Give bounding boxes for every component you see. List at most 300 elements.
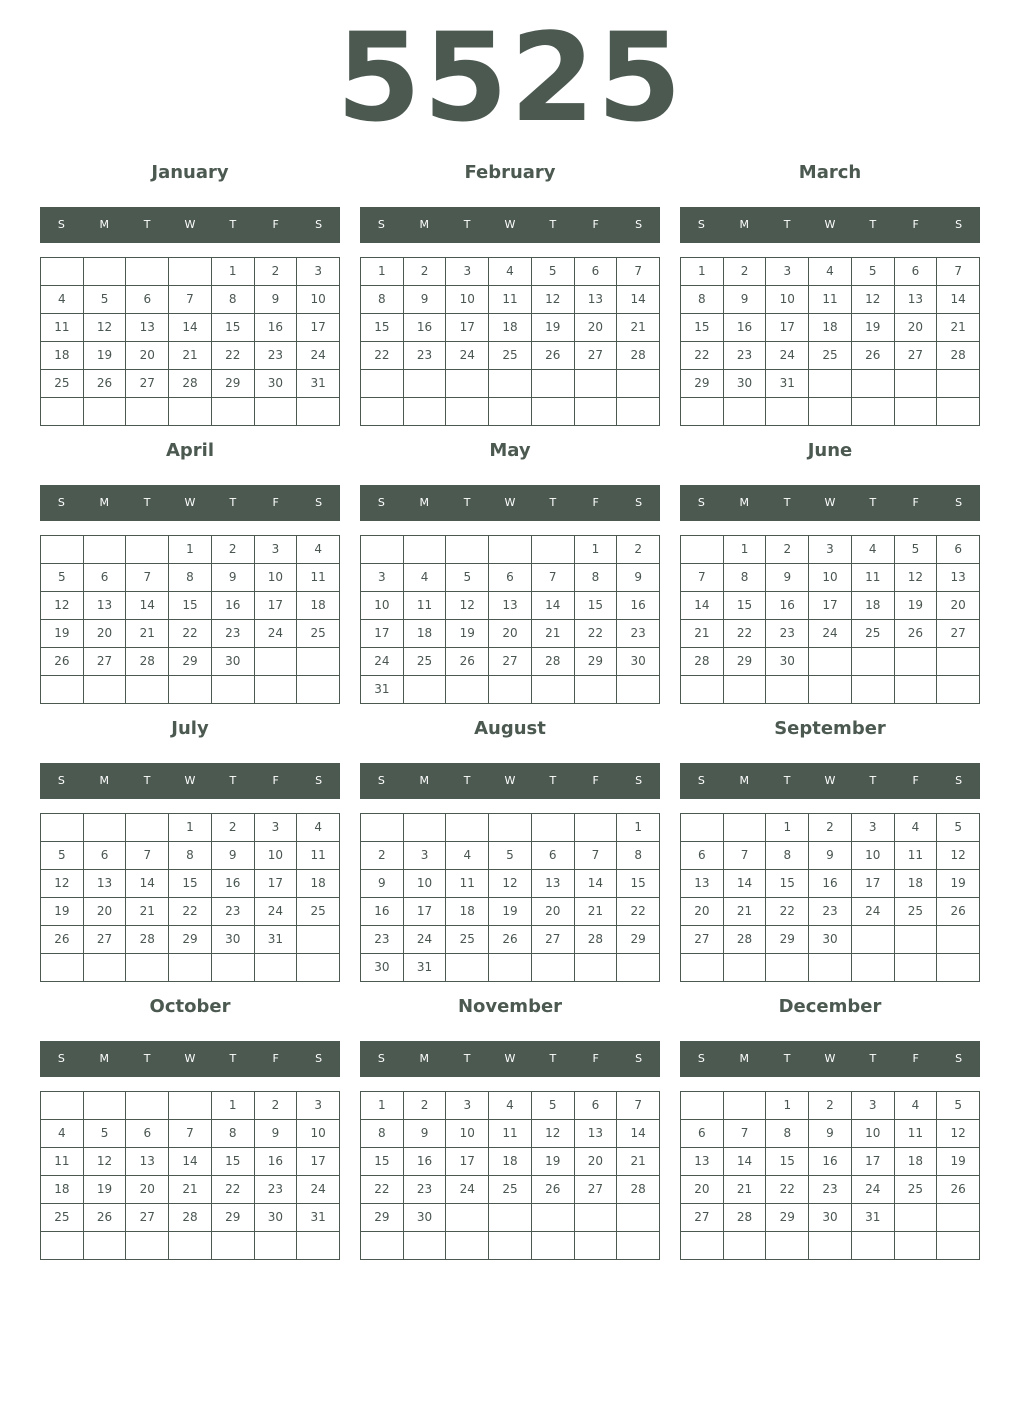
- day-cell: 5: [446, 564, 489, 592]
- day-cell: 6: [575, 1092, 618, 1120]
- weekday-label: T: [143, 218, 151, 231]
- day-cell: 1: [766, 814, 809, 842]
- day-cell: 23: [809, 898, 852, 926]
- day-cell: 9: [809, 842, 852, 870]
- day-cell: 19: [895, 592, 938, 620]
- weekday-label: T: [783, 218, 791, 231]
- day-cell: [681, 1232, 724, 1260]
- day-cell: 8: [169, 842, 212, 870]
- day-cell: 3: [446, 1092, 489, 1120]
- day-cell: 6: [489, 564, 532, 592]
- day-cell: [895, 676, 938, 704]
- day-cell: 18: [41, 342, 84, 370]
- day-cell: [575, 954, 618, 982]
- weekday-label: F: [592, 1052, 599, 1065]
- day-cell: [126, 536, 169, 564]
- day-cell: 25: [297, 898, 340, 926]
- day-cell: 25: [489, 1176, 532, 1204]
- weekday-label: M: [739, 218, 750, 231]
- weekday-label: S: [635, 218, 643, 231]
- day-cell: 2: [617, 536, 660, 564]
- day-cell: 7: [724, 1120, 767, 1148]
- day-cell: 29: [617, 926, 660, 954]
- day-cell: 11: [41, 1148, 84, 1176]
- weekday-label: S: [955, 218, 963, 231]
- day-cell: 24: [255, 898, 298, 926]
- day-cell: 26: [532, 342, 575, 370]
- day-cell: 17: [297, 1148, 340, 1176]
- day-cell: 8: [766, 842, 809, 870]
- day-cell: 4: [297, 814, 340, 842]
- day-cell: 14: [937, 286, 980, 314]
- day-cell: 9: [809, 1120, 852, 1148]
- day-cell: 13: [895, 286, 938, 314]
- day-cell: 2: [809, 1092, 852, 1120]
- day-cell: 13: [489, 592, 532, 620]
- day-cell: 17: [297, 314, 340, 342]
- day-cell: 22: [617, 898, 660, 926]
- weekday-label: S: [955, 496, 963, 509]
- day-cell: [212, 1232, 255, 1260]
- day-cell: 20: [126, 342, 169, 370]
- day-cell: [212, 676, 255, 704]
- day-cell: [617, 954, 660, 982]
- day-cell: 1: [724, 536, 767, 564]
- day-cell: 11: [895, 842, 938, 870]
- day-cell: 21: [681, 620, 724, 648]
- day-cell: 20: [575, 1148, 618, 1176]
- month-july: [40, 708, 340, 986]
- weekday-label: W: [184, 218, 196, 231]
- day-cell: 12: [41, 870, 84, 898]
- day-cell: [212, 398, 255, 426]
- day-cell: [809, 954, 852, 982]
- day-cell: [84, 536, 127, 564]
- day-cell: [852, 954, 895, 982]
- day-cell: 22: [724, 620, 767, 648]
- day-cell: 29: [766, 926, 809, 954]
- day-cell: 8: [361, 286, 404, 314]
- day-cell: [361, 370, 404, 398]
- day-cell: 28: [617, 342, 660, 370]
- day-cell: [255, 676, 298, 704]
- day-cell: 4: [489, 1092, 532, 1120]
- weekday-label: S: [697, 1052, 705, 1065]
- day-cell: 14: [532, 592, 575, 620]
- day-cell: 6: [532, 842, 575, 870]
- day-cell: 26: [532, 1176, 575, 1204]
- day-cell: 24: [297, 1176, 340, 1204]
- day-cell: 11: [809, 286, 852, 314]
- day-cell: [724, 398, 767, 426]
- day-cell: 8: [681, 286, 724, 314]
- day-cell: 24: [852, 898, 895, 926]
- weekday-label: S: [955, 774, 963, 787]
- day-cell: [41, 814, 84, 842]
- day-cell: [212, 954, 255, 982]
- month-title: July: [171, 718, 209, 739]
- day-cell: 16: [766, 592, 809, 620]
- day-cell: 18: [446, 898, 489, 926]
- weekday-label: F: [912, 496, 919, 509]
- day-cell: 21: [126, 898, 169, 926]
- day-cell: 23: [255, 342, 298, 370]
- day-cell: 17: [255, 870, 298, 898]
- day-cell: 8: [724, 564, 767, 592]
- month-june: [680, 430, 980, 708]
- day-cell: 30: [361, 954, 404, 982]
- day-cell: [532, 676, 575, 704]
- weekday-header: [40, 485, 340, 521]
- day-cell: 20: [895, 314, 938, 342]
- month-march: [680, 152, 980, 430]
- day-cell: [617, 676, 660, 704]
- weekday-label: S: [57, 496, 65, 509]
- day-cell: 17: [255, 592, 298, 620]
- day-cell: 13: [575, 1120, 618, 1148]
- day-cell: 21: [126, 620, 169, 648]
- day-cell: 20: [126, 1176, 169, 1204]
- day-cell: 4: [41, 1120, 84, 1148]
- day-cell: 27: [126, 370, 169, 398]
- day-cell: 30: [766, 648, 809, 676]
- weekday-label: S: [315, 218, 323, 231]
- day-cell: 20: [84, 898, 127, 926]
- weekday-label: W: [504, 774, 516, 787]
- day-grid: [40, 813, 340, 982]
- day-cell: 25: [41, 370, 84, 398]
- month-title: November: [457, 996, 563, 1017]
- day-cell: 8: [169, 564, 212, 592]
- day-cell: [169, 1232, 212, 1260]
- day-cell: [41, 954, 84, 982]
- day-cell: 11: [852, 564, 895, 592]
- day-cell: 21: [724, 898, 767, 926]
- day-cell: 11: [297, 842, 340, 870]
- day-cell: 5: [937, 1092, 980, 1120]
- day-cell: [84, 398, 127, 426]
- day-cell: 14: [126, 870, 169, 898]
- day-cell: 11: [895, 1120, 938, 1148]
- day-cell: 24: [852, 1176, 895, 1204]
- day-cell: 17: [446, 1148, 489, 1176]
- day-cell: [852, 648, 895, 676]
- day-cell: 23: [255, 1176, 298, 1204]
- day-cell: 24: [404, 926, 447, 954]
- day-cell: 7: [937, 258, 980, 286]
- month-december: [680, 986, 980, 1264]
- day-cell: 10: [809, 564, 852, 592]
- day-cell: 16: [212, 870, 255, 898]
- day-cell: 2: [361, 842, 404, 870]
- day-cell: 3: [255, 814, 298, 842]
- day-cell: [41, 398, 84, 426]
- day-grid: [680, 813, 980, 982]
- day-cell: [809, 398, 852, 426]
- day-cell: 27: [84, 648, 127, 676]
- day-cell: [84, 1092, 127, 1120]
- month-title: August: [474, 718, 546, 739]
- day-cell: [297, 398, 340, 426]
- day-cell: [446, 1204, 489, 1232]
- weekday-label: M: [99, 774, 110, 787]
- day-cell: 2: [766, 536, 809, 564]
- day-cell: 3: [852, 1092, 895, 1120]
- day-cell: [255, 954, 298, 982]
- weekday-header: [40, 207, 340, 243]
- day-cell: 17: [809, 592, 852, 620]
- day-cell: [895, 370, 938, 398]
- month-february: [360, 152, 660, 430]
- day-cell: [41, 536, 84, 564]
- day-cell: 15: [169, 592, 212, 620]
- weekday-label: M: [419, 496, 430, 509]
- day-cell: [446, 536, 489, 564]
- day-cell: 22: [766, 898, 809, 926]
- day-cell: [724, 954, 767, 982]
- day-cell: 29: [575, 648, 618, 676]
- day-cell: 22: [169, 898, 212, 926]
- day-cell: [361, 398, 404, 426]
- weekday-label: S: [377, 774, 385, 787]
- day-cell: 10: [297, 286, 340, 314]
- day-cell: [617, 398, 660, 426]
- day-cell: [169, 1092, 212, 1120]
- day-cell: [84, 814, 127, 842]
- day-cell: 15: [212, 1148, 255, 1176]
- weekday-label: T: [143, 496, 151, 509]
- weekday-label: W: [824, 218, 836, 231]
- day-cell: 30: [255, 370, 298, 398]
- day-cell: [895, 648, 938, 676]
- weekday-label: T: [549, 218, 557, 231]
- day-cell: 19: [937, 1148, 980, 1176]
- day-cell: 11: [489, 286, 532, 314]
- month-title: April: [165, 440, 215, 461]
- day-cell: 14: [724, 1148, 767, 1176]
- day-cell: 17: [852, 870, 895, 898]
- weekday-label: M: [99, 218, 110, 231]
- day-cell: [852, 398, 895, 426]
- day-cell: 18: [489, 314, 532, 342]
- day-cell: 14: [575, 870, 618, 898]
- weekday-label: T: [143, 1052, 151, 1065]
- day-cell: 29: [681, 370, 724, 398]
- day-cell: [681, 398, 724, 426]
- day-cell: 6: [937, 536, 980, 564]
- weekday-label: W: [184, 496, 196, 509]
- weekday-label: W: [504, 496, 516, 509]
- day-cell: 23: [617, 620, 660, 648]
- day-cell: 7: [575, 842, 618, 870]
- day-cell: [575, 676, 618, 704]
- day-cell: [489, 370, 532, 398]
- day-cell: 18: [895, 1148, 938, 1176]
- month-october: [40, 986, 340, 1264]
- day-cell: 13: [575, 286, 618, 314]
- day-cell: 15: [766, 1148, 809, 1176]
- day-cell: 31: [404, 954, 447, 982]
- day-cell: [255, 648, 298, 676]
- day-cell: 15: [766, 870, 809, 898]
- weekday-label: M: [419, 774, 430, 787]
- weekday-label: T: [463, 218, 471, 231]
- day-cell: 25: [404, 648, 447, 676]
- day-grid: [360, 813, 660, 982]
- day-cell: 20: [937, 592, 980, 620]
- day-cell: 14: [724, 870, 767, 898]
- day-cell: 24: [255, 620, 298, 648]
- weekday-label: M: [739, 774, 750, 787]
- day-cell: 7: [724, 842, 767, 870]
- day-cell: 6: [126, 286, 169, 314]
- day-cell: [297, 1232, 340, 1260]
- day-cell: [681, 1092, 724, 1120]
- day-cell: [937, 926, 980, 954]
- day-cell: 25: [895, 898, 938, 926]
- day-cell: 19: [852, 314, 895, 342]
- day-cell: 23: [404, 1176, 447, 1204]
- day-cell: 3: [361, 564, 404, 592]
- day-grid: [680, 257, 980, 426]
- month-may: [360, 430, 660, 708]
- day-cell: [489, 814, 532, 842]
- day-cell: 18: [297, 870, 340, 898]
- weekday-label: T: [869, 774, 877, 787]
- month-title: December: [778, 996, 882, 1017]
- day-cell: 3: [255, 536, 298, 564]
- day-cell: 1: [617, 814, 660, 842]
- day-cell: 10: [446, 286, 489, 314]
- day-cell: 4: [852, 536, 895, 564]
- day-cell: 23: [809, 1176, 852, 1204]
- day-cell: 14: [169, 314, 212, 342]
- day-cell: 24: [361, 648, 404, 676]
- day-cell: 10: [446, 1120, 489, 1148]
- day-cell: [766, 398, 809, 426]
- day-cell: 29: [724, 648, 767, 676]
- day-cell: [446, 370, 489, 398]
- day-cell: 12: [446, 592, 489, 620]
- day-cell: [297, 926, 340, 954]
- day-cell: [681, 676, 724, 704]
- day-cell: 21: [169, 342, 212, 370]
- day-cell: 17: [404, 898, 447, 926]
- day-cell: [724, 1232, 767, 1260]
- day-cell: [84, 676, 127, 704]
- day-cell: [937, 398, 980, 426]
- day-cell: 6: [575, 258, 618, 286]
- day-cell: 25: [852, 620, 895, 648]
- day-cell: 20: [681, 898, 724, 926]
- day-cell: 1: [169, 814, 212, 842]
- weekday-header: [40, 1041, 340, 1077]
- day-cell: 5: [489, 842, 532, 870]
- day-cell: 17: [361, 620, 404, 648]
- day-cell: 5: [84, 286, 127, 314]
- day-cell: 4: [297, 536, 340, 564]
- day-cell: [255, 398, 298, 426]
- day-cell: 5: [895, 536, 938, 564]
- weekday-label: T: [549, 496, 557, 509]
- day-cell: 9: [404, 286, 447, 314]
- weekday-label: S: [57, 1052, 65, 1065]
- day-cell: [532, 536, 575, 564]
- day-cell: 27: [489, 648, 532, 676]
- month-november: [360, 986, 660, 1264]
- day-cell: [169, 954, 212, 982]
- day-cell: [937, 1204, 980, 1232]
- day-cell: [809, 1232, 852, 1260]
- day-cell: 7: [126, 564, 169, 592]
- day-cell: 26: [41, 926, 84, 954]
- day-cell: 20: [575, 314, 618, 342]
- day-cell: 11: [297, 564, 340, 592]
- day-cell: 15: [212, 314, 255, 342]
- weekday-label: T: [463, 1052, 471, 1065]
- weekday-header: [680, 207, 980, 243]
- weekday-label: F: [272, 218, 279, 231]
- day-cell: 1: [766, 1092, 809, 1120]
- day-cell: 11: [489, 1120, 532, 1148]
- day-cell: 17: [446, 314, 489, 342]
- day-cell: [446, 814, 489, 842]
- day-cell: 19: [532, 1148, 575, 1176]
- month-january: [40, 152, 340, 430]
- day-cell: 4: [404, 564, 447, 592]
- day-cell: [532, 1204, 575, 1232]
- weekday-label: T: [783, 1052, 791, 1065]
- day-cell: 27: [126, 1204, 169, 1232]
- day-cell: [126, 398, 169, 426]
- day-cell: [895, 1232, 938, 1260]
- day-cell: [937, 370, 980, 398]
- day-cell: 9: [617, 564, 660, 592]
- day-cell: 21: [617, 314, 660, 342]
- day-cell: 5: [532, 258, 575, 286]
- weekday-label: T: [229, 1052, 237, 1065]
- day-cell: [404, 676, 447, 704]
- day-cell: 27: [575, 1176, 618, 1204]
- day-cell: 26: [489, 926, 532, 954]
- day-cell: 22: [766, 1176, 809, 1204]
- day-grid: [360, 535, 660, 704]
- weekday-label: W: [504, 1052, 516, 1065]
- day-cell: 22: [681, 342, 724, 370]
- weekday-label: S: [635, 496, 643, 509]
- weekday-label: S: [955, 1052, 963, 1065]
- month-august: [360, 708, 660, 986]
- month-april: [40, 430, 340, 708]
- day-cell: [84, 1232, 127, 1260]
- day-cell: 4: [489, 258, 532, 286]
- day-cell: 8: [575, 564, 618, 592]
- day-cell: 27: [895, 342, 938, 370]
- day-cell: 25: [809, 342, 852, 370]
- weekday-label: S: [697, 774, 705, 787]
- day-cell: 26: [937, 898, 980, 926]
- year-title: 5525: [336, 7, 684, 149]
- weekday-label: F: [592, 774, 599, 787]
- day-cell: [446, 398, 489, 426]
- day-cell: 6: [84, 564, 127, 592]
- day-cell: 26: [895, 620, 938, 648]
- month-title: March: [798, 162, 862, 183]
- month-title: June: [807, 440, 853, 461]
- month-title: May: [489, 440, 531, 461]
- day-cell: 22: [212, 1176, 255, 1204]
- day-grid: [40, 257, 340, 426]
